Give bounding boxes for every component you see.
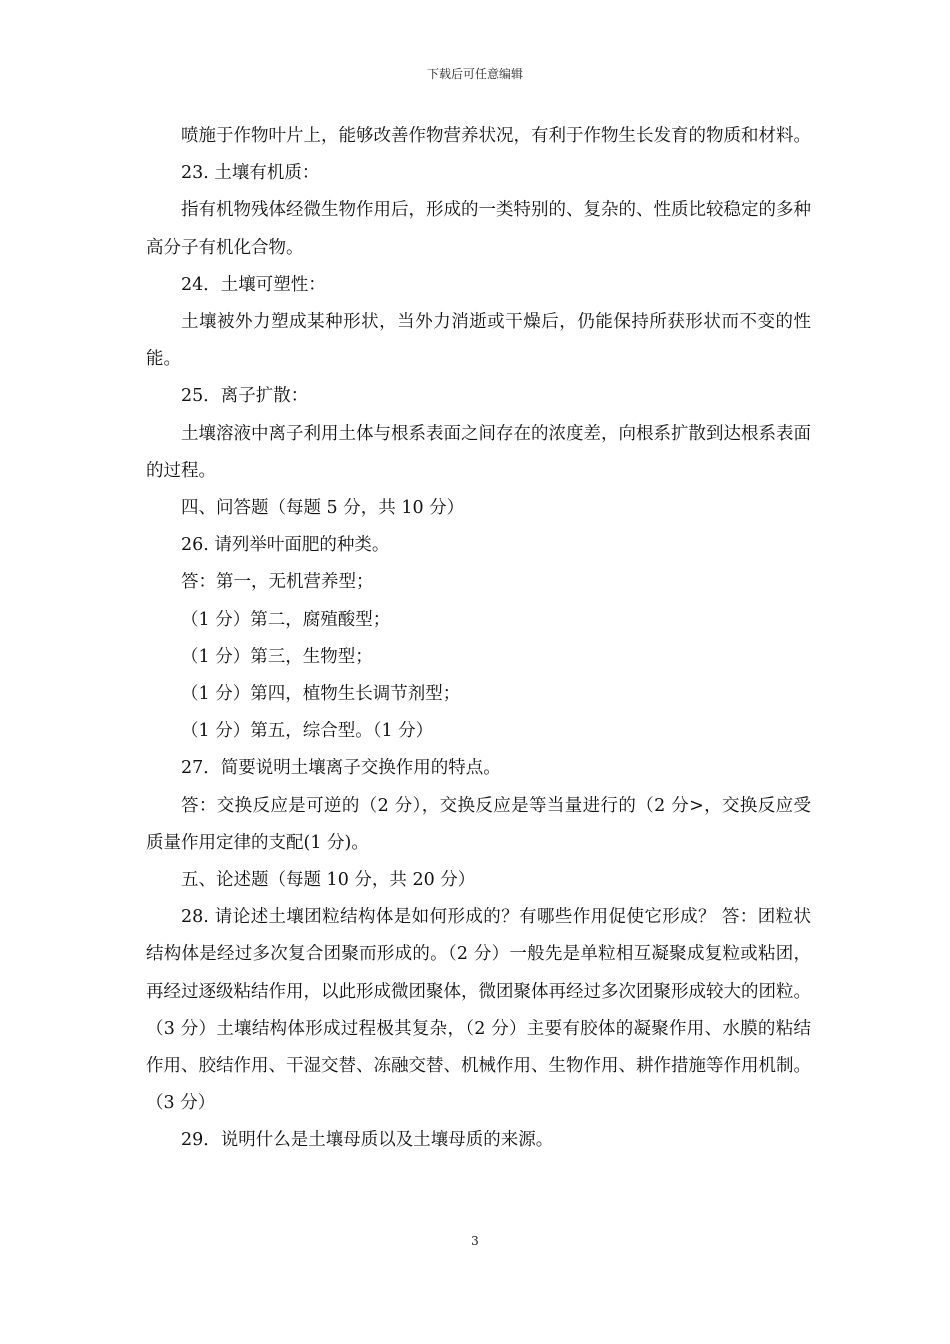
answer-26-line-3: （1 分）第三，生物型； [181,646,373,667]
paragraph-foliar-fertilizer-definition: 喷施于作物叶片上，能够改善作物营养状况，有利于作物生长发育的物质和材料。 [181,126,811,146]
page-number: 3 [471,1234,479,1248]
section-heading-essay: 五、论述题（每题 10 分，共 20 分） [181,870,476,891]
answer-26-line-5: （1 分）第五，综合型。（1 分） [181,721,434,742]
question-26: 26. 请列举叶面肥的种类。 [181,535,390,556]
answer-26-line-4: （1 分）第四，植物生长调节剂型； [181,684,461,705]
question-27: 27．简要说明土壤离子交换作用的特点。 [181,758,501,779]
term-soil-organic-matter: 23. 土壤有机质： [181,163,320,184]
question-29: 29．说明什么是土壤母质以及土壤母质的来源。 [181,1130,554,1151]
document-body [146,118,811,1160]
answer-26-line-2: （1 分）第二，腐殖酸型； [181,609,391,630]
term-soil-plasticity: 24．土壤可塑性： [181,274,326,295]
answer-26-line-1: 答：第一，无机营养型； [181,572,374,593]
paragraph-ion-diffusion-definition: 土壤溶液中离子利用土体与根系表面之间存在的浓度差，向根系扩散到达根系表面的过程。 [146,423,811,481]
section-heading-qa: 四、问答题（每题 5 分，共 10 分） [181,498,465,519]
term-ion-diffusion: 25．离子扩散： [181,386,309,407]
page-header: 下载后可任意编辑 [426,67,523,81]
answer-27: 答：交换反应是可逆的（2 分），交换反应是等当量进行的（2 分>，交换反应受质量作用定律的支配(1 分)。 [146,795,811,853]
paragraph-soil-plasticity-definition: 土壤被外力塑成某种形状，当外力消逝或干燥后，仍能保持所获形状而不变的性能。 [146,312,811,370]
paragraph-soil-organic-matter-definition: 指有机物残体经微生物作用后，形成的一类特别的、复杂的、性质比较稳定的多种高分子有机化合物。 [146,200,811,258]
question-answer-28: 28. 请论述土壤团粒结构体是如何形成的？有哪些作用促使它形成？ 答：团粒状结构体是经过多次复合团聚而形成的。（2 分）一般先是单粒相互凝聚成复粒或粘团，再经过逐级粘结作用，以此形成微团聚体，微团聚体再经过多次团聚形成较大的团粒。（3 分）土壤结构体形成过程极其复杂，（2 分）主要有胶体的凝聚作用、水膜的粘结作用、胶结作用、干湿交替、冻融交替、机械作用、生物作用、耕作措施等作用机制。（3 分） [146,907,811,1114]
